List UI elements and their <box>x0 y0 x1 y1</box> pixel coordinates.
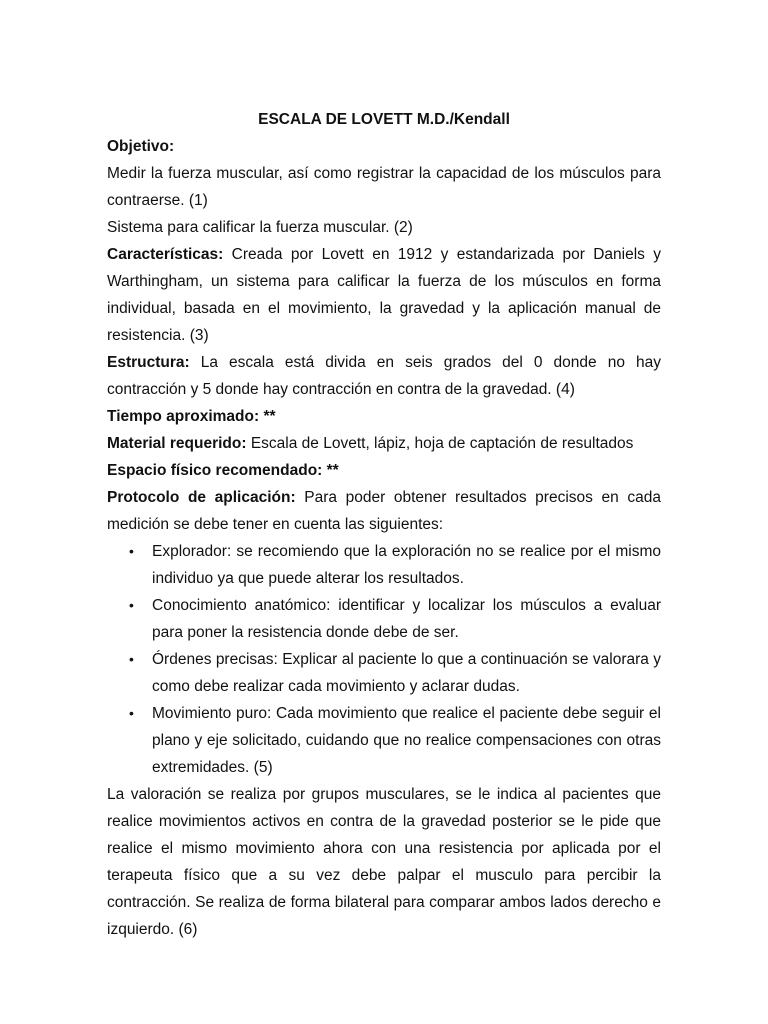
material-paragraph <box>107 430 661 457</box>
caracteristicas-paragraph <box>107 241 661 349</box>
list-item <box>107 538 661 592</box>
tiempo-paragraph <box>107 403 661 430</box>
document-title: ESCALA DE LOVETT M.D./Kendall <box>258 111 510 128</box>
list-item <box>107 592 661 646</box>
protocolo-bullet-list <box>107 538 661 781</box>
material-text: Escala de Lovett, lápiz, hoja de captación de resultados <box>246 435 634 452</box>
objetivo-paragraph: Medir la fuerza muscular, así como registrar la capacidad de los músculos para contraerse. (1) <box>107 165 661 209</box>
sistema-paragraph: Sistema para calificar la fuerza muscular. (2) <box>107 219 413 236</box>
protocolo-text: Para poder obtener resultados precisos en cada medición se debe tener en cuenta las siguientes: <box>107 489 661 533</box>
list-item <box>107 646 661 700</box>
objetivo-heading <box>107 133 661 160</box>
list-item-text: Conocimiento anatómico: identificar y localizar los músculos a evaluar para poner la resistencia donde debe de ser. <box>152 597 661 641</box>
estructura-text: La escala está divida en seis grados del 0 donde no hay contracción y 5 donde hay contracción en contra de la gravedad. (4) <box>107 354 661 398</box>
espacio-paragraph <box>107 457 661 484</box>
protocolo-paragraph <box>107 484 661 538</box>
caracteristicas-text: Creada por Lovett en 1912 y estandarizada por Daniels y Warthingham, un sistema para calificar la fuerza de los músculos en forma individual, basada en el movimiento, la gravedad y la aplicación manual de resistencia. (3) <box>107 246 661 344</box>
bullet-icon: • <box>129 705 134 721</box>
caracteristicas-label: Características: <box>107 246 224 263</box>
list-item <box>107 700 661 781</box>
objetivo-label: Objetivo: <box>107 138 175 155</box>
protocolo-label: Protocolo de aplicación: <box>107 489 296 506</box>
list-item-text: Movimiento puro: Cada movimiento que realice el paciente debe seguir el plano y eje solicitado, cuidando que no realice compensaciones con otras extremidades. (5) <box>152 705 661 776</box>
material-label: Material requerido: <box>107 435 247 452</box>
valoracion-paragraph: La valoración se realiza por grupos musculares, se le indica al pacientes que realice movimientos activos en contra de la gravedad posterior se le pide que realice el mismo movimiento ahora con una resistencia por aplicada por el terapeuta físico que a su vez debe palpar el musculo para percibir la contracción. Se realiza de forma bilateral para comparar ambos lados derecho e izquierdo. (6) <box>107 786 661 938</box>
tiempo-label: Tiempo aproximado: ** <box>107 408 276 425</box>
espacio-label: Espacio físico recomendado: ** <box>107 462 339 479</box>
bullet-icon: • <box>129 543 134 559</box>
bullet-icon: • <box>129 597 134 613</box>
estructura-label: Estructura: <box>107 354 190 371</box>
list-item-text: Explorador: se recomiendo que la exploración no se realice por el mismo individuo ya que puede alterar los resultados. <box>152 543 661 587</box>
estructura-paragraph <box>107 349 661 403</box>
list-item-text: Órdenes precisas: Explicar al paciente lo que a continuación se valorara y como debe realizar cada movimiento y aclarar dudas. <box>152 651 661 695</box>
bullet-icon: • <box>129 651 134 667</box>
